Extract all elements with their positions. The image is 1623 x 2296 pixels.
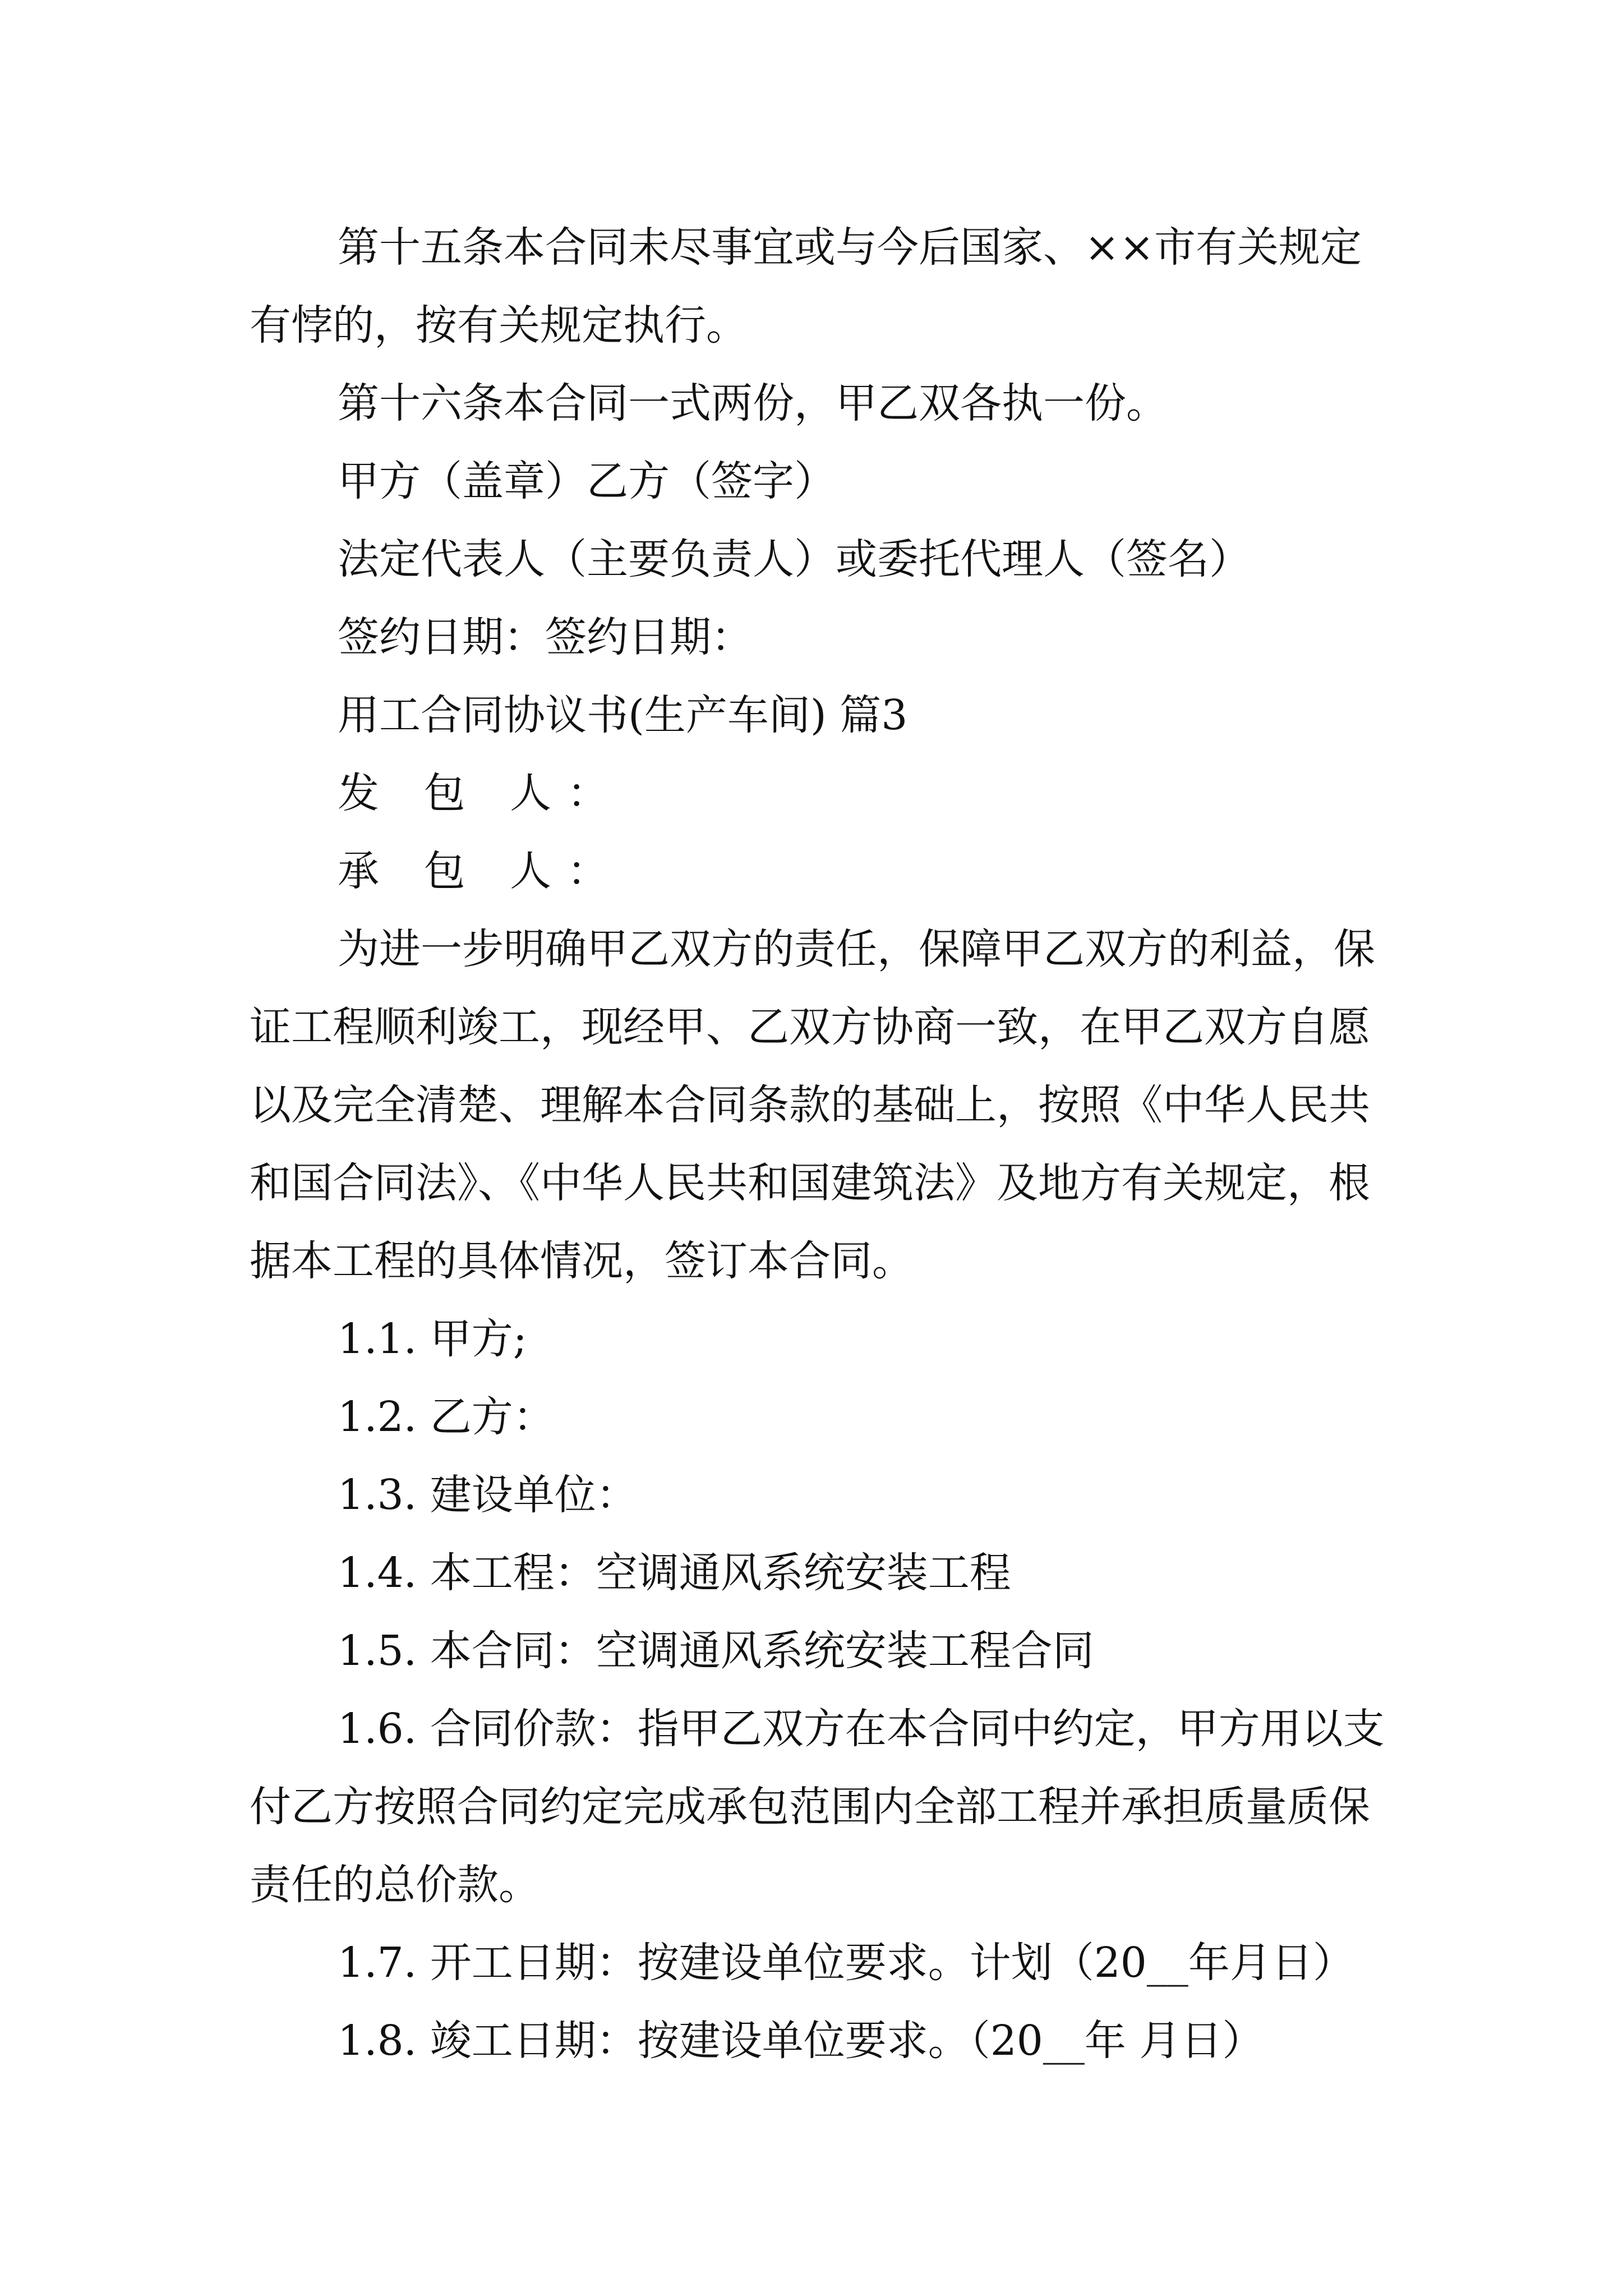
- clause-1-2: 1.2. 乙方：: [338, 1393, 555, 1441]
- signature-parties-line: 甲方（盖章）乙方（签字）: [338, 457, 836, 505]
- employer-line: 发 包 人：: [338, 769, 625, 817]
- clause-1-5: 1.5. 本合同：空调通风系统安装工程合同: [338, 1627, 1094, 1675]
- clause-1-7: 1.7. 开工日期：按建设单位要求。计划（20__年月日）: [338, 1939, 1354, 1987]
- legal-representative-line: 法定代表人（主要负责人）或委托代理人（签名）: [338, 535, 1251, 583]
- paragraph-article-15: 第十五条本合同未尽事宜或与今后国家、××市有关规定有悖的，按有关规定执行。: [250, 223, 1362, 349]
- contractor-line: 承 包 人：: [338, 847, 625, 895]
- clause-1-4: 1.4. 本工程：空调通风系统安装工程: [338, 1549, 1011, 1597]
- clause-1-6: 1.6. 合同价款：指甲乙双方在本合同中约定，甲方用以支付乙方按照合同约定完成承包范围内全部工程并承担质量质保责任的总价款。: [250, 1705, 1385, 1909]
- clause-1-3: 1.3. 建设单位：: [338, 1471, 638, 1519]
- preamble-paragraph: 为进一步明确甲乙双方的责任，保障甲乙双方的利益，保证工程顺利竣工，现经甲、乙双方协商一致，在甲乙双方自愿以及完全清楚、理解本合同条款的基础上，按照《中华人民共和国合同法》、《中华人民共和国建筑法》及地方有关规定，根据本工程的具体情况，签订本合同。: [250, 925, 1375, 1285]
- section-heading: 用工合同协议书(生产车间) 篇3: [338, 691, 908, 739]
- clause-1-1: 1.1. 甲方;: [338, 1315, 527, 1363]
- document-body: [250, 209, 1394, 2080]
- signing-date-line: 签约日期：签约日期：: [338, 613, 753, 661]
- paragraph-article-16: 第十六条本合同一式两份，甲乙双各执一份。: [338, 379, 1168, 427]
- clause-1-8: 1.8. 竣工日期：按建设单位要求。（20__年 月日）: [338, 2017, 1264, 2065]
